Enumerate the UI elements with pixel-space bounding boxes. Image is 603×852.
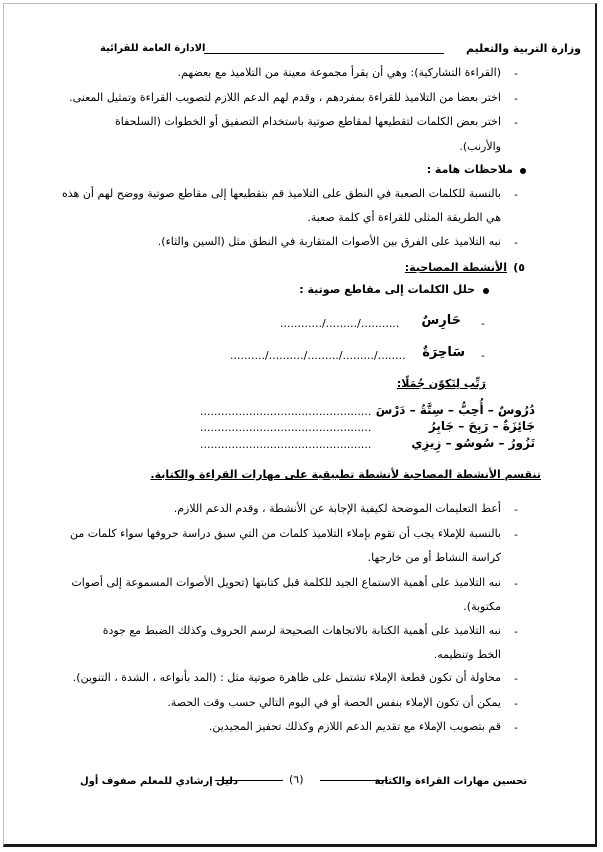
list-dash: - [514, 92, 518, 105]
footer-title: تحسين مهارات القراءة والكتابة [374, 776, 527, 787]
ministry-title: وزارة التربية والتعليم [466, 42, 581, 55]
arrange-blank-1: ................................................. [200, 405, 372, 418]
notes-heading: ملاحظات هامة : [426, 163, 513, 176]
word-1-blanks: ............/........./........... [280, 317, 400, 330]
footer-guide: دليل إرشادي للمعلم صفوف أول [80, 776, 239, 787]
list-item-continuation: مكتوبة). [463, 600, 501, 613]
arrange-blank-3: ................................................. [200, 438, 372, 451]
list-dash: - [481, 317, 485, 330]
bullet [483, 288, 489, 294]
list-item-continuation: كراسة النشاط أو من خارجها. [367, 551, 501, 564]
administration-title: الادارة العامة للقرائية [100, 43, 206, 54]
arrange-words-1: دُرُوسٌ – أُحِبُّ – سِتَّةُ – دَرْسَ [375, 403, 535, 417]
list-item: محاولة أن تكون قطعة الإملاء تشتمل على ظاهرة صوتية مثل : (المد بأنواعه ، الشدة ، التنوين). [72, 671, 501, 684]
list-dash: - [514, 528, 518, 541]
list-dash: - [514, 697, 518, 710]
list-dash: - [481, 349, 485, 362]
activities-heading: الأنشطة المصاحبة: [404, 261, 507, 274]
list-item: نبه التلاميذ على الفرق بين الأصوات المتقاربة في النطق مثل (السين والثاء). [157, 235, 501, 248]
arrange-blank-2: ................................................. [200, 421, 372, 434]
arrange-words-3: تَزُورُ – سُوسُو – زِيزِي [411, 436, 535, 450]
footer-rule-right [320, 780, 388, 781]
list-item-continuation: والأرنب). [459, 140, 501, 153]
section-number: ٥) [513, 261, 525, 274]
list-dash: - [514, 116, 518, 129]
list-item: بالنسبة للكلمات الصعبة في النطق على التلاميذ قم بتقطيعها إلى مقاطع صوتية ووضح لهم أن هذه [62, 187, 501, 200]
list-dash: - [514, 721, 518, 734]
list-item: اختر بعض الكلمات لتقطيعها لمقاطع صوتية باستخدام التصفيق أو الخطوات (السلحفاة [114, 115, 501, 128]
list-item: نبه التلاميذ على أهمية الكتابة بالاتجاهات الصحيحة لرسم الحروف وكذلك الضبط مع جودة [102, 624, 501, 637]
list-dash: - [514, 236, 518, 249]
list-item-continuation: الخط وتنظيمه. [433, 648, 501, 661]
list-item-continuation: هي الطريقة المثلى للقراءة أي كلمة صعبة. [307, 211, 501, 224]
list-dash: - [514, 577, 518, 590]
list-item: نبه التلاميذ على أهمية الاستماع الجيد للكلمة قبل كتابتها (تحويل الأصوات المسموعة إلى أصوات [71, 576, 501, 589]
word-2: سَاحِرَةٌ [422, 345, 465, 360]
list-item: أعط التعليمات الموضحة لكيفية الإجابة عن الأنشطة ، وقدم الدعم اللازم. [173, 502, 501, 515]
bullet [520, 168, 526, 174]
list-dash: - [514, 67, 518, 80]
list-item: اختر بعضا من التلاميذ للقراءة بمفردهم ، وقدم لهم الدعم اللازم لتصويب القراءة وتمثيل المعنى. [69, 91, 501, 104]
list-item: بالنسبة للإملاء يجب أن تقوم بإملاء التلاميذ كلمات من التي سبق دراسة حروفها سواء كلمات من [69, 527, 501, 540]
list-item: يمكن أن تكون الإملاء بنفس الحصة أو في اليوم التالي حسب وقت الحصة. [167, 696, 501, 709]
division-heading: تنقسم الأنشطة المصاحبة لأنشطة تطبيقية على مهارات القراءة والكتابة. [150, 468, 541, 481]
task-analyze-heading: حلل الكلمات إلى مقاطع صوتية : [299, 283, 475, 296]
header-rule [204, 53, 444, 54]
list-dash: - [514, 672, 518, 685]
word-1: حَارِسٌ [421, 313, 461, 328]
list-dash: - [514, 188, 518, 201]
list-item: (القراءة التشاركية): وهي أن يقرأ مجموعة معينة من التلاميذ مع بعضهم. [177, 66, 501, 79]
task-arrange-heading: رَتِّب لِتَكوّن جُمَلًا: [396, 377, 486, 390]
footer-page-number: (٦) [289, 773, 304, 786]
word-2-blanks: ........../........../........./........./........ [230, 349, 406, 362]
list-dash: - [514, 503, 518, 516]
arrange-words-2: جَائِزَةٌ – رَبِحَ – جَابِرُ [428, 419, 535, 433]
list-item: قم بتصويب الإملاء مع تقديم الدعم اللازم وكذلك تحفيز المجيدين. [208, 720, 501, 733]
list-dash: - [514, 625, 518, 638]
